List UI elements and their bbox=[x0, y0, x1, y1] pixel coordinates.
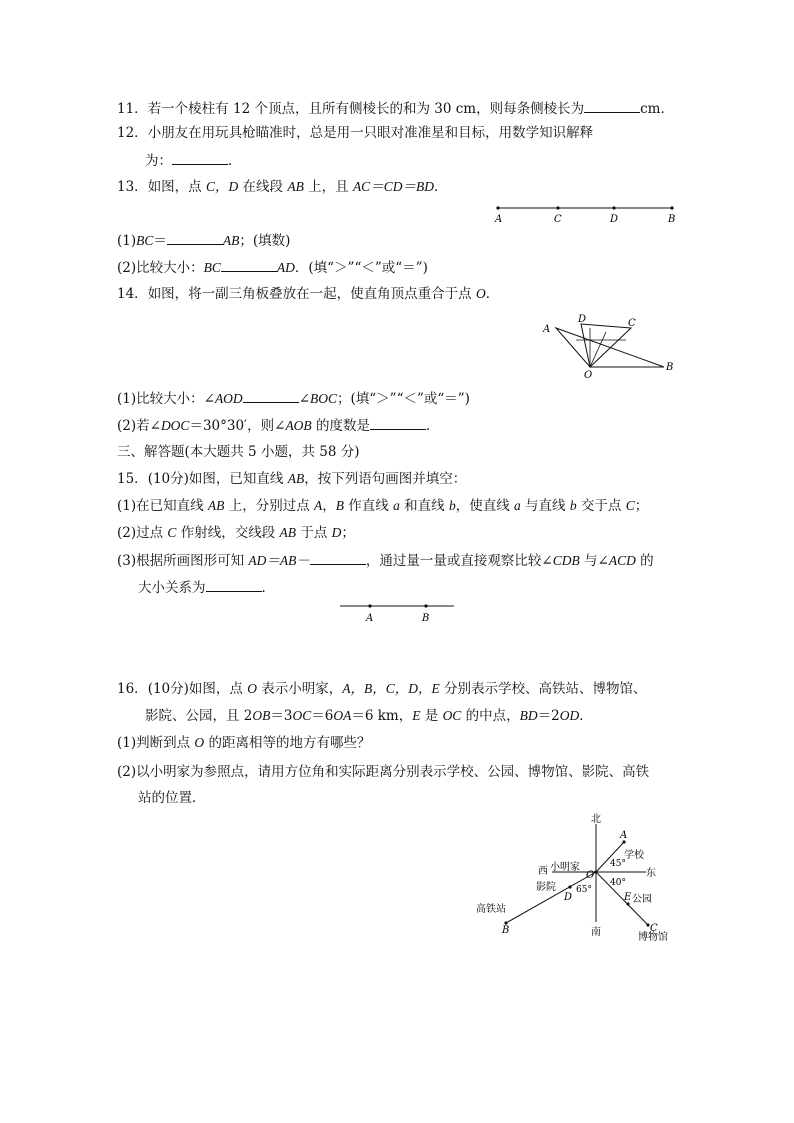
q14-triangle-small bbox=[581, 324, 631, 367]
q15-s1-lb: b bbox=[448, 498, 456, 513]
q15-point-b bbox=[424, 604, 427, 607]
q12-answer-blank[interactable] bbox=[172, 151, 228, 165]
q14-sub2-end: ． bbox=[425, 418, 440, 434]
q16-label-cinema: 影院 bbox=[536, 882, 556, 893]
q16-text-b: 表示小明家， bbox=[256, 681, 343, 697]
q12-line2 bbox=[145, 151, 242, 170]
q15-s1-a: (1)在已知直线 bbox=[117, 498, 208, 514]
q15-text-b: ，按下列语句画图并填空： bbox=[304, 471, 467, 487]
q13-sub1-num: (1) bbox=[117, 233, 137, 249]
q16-angle-45: 45° bbox=[610, 859, 626, 869]
q15-label-b: B bbox=[422, 613, 430, 624]
q16-label-west: 西 bbox=[538, 866, 548, 877]
q16-label-home: 小明家 bbox=[550, 862, 580, 873]
q16-pts: A，B，C，D，E bbox=[342, 681, 440, 696]
q15-s1-pc: C bbox=[625, 498, 635, 513]
q16-l2-oc: OC bbox=[292, 708, 312, 723]
q15-s1-la: a bbox=[393, 498, 400, 513]
q14-sub1-text: (1)比较大小：∠ bbox=[117, 391, 215, 407]
q14-sub1-boc: BOC bbox=[310, 391, 337, 406]
q15-line bbox=[117, 470, 466, 488]
q13-text-a: 如图，点 bbox=[147, 179, 206, 195]
q16-letter-c: C bbox=[650, 923, 658, 934]
q13-text-c: 上，且 bbox=[303, 179, 353, 195]
q11-number: 11． bbox=[117, 101, 148, 117]
q16-l2-d: ＝6 km， bbox=[351, 708, 413, 724]
q16-label-north: 北 bbox=[591, 814, 601, 825]
q13-label-a: A bbox=[495, 214, 503, 225]
q16-l2-c: ＝6 bbox=[311, 708, 334, 724]
q15-s1-g: 与直线 bbox=[520, 498, 570, 514]
q16-l2-bd: BD bbox=[519, 708, 538, 723]
q16-o: O bbox=[247, 681, 257, 696]
q15-s3-line2: 大小关系为 bbox=[138, 580, 206, 596]
q14-label-b: B bbox=[666, 362, 674, 373]
q14-label-a: A bbox=[543, 324, 551, 335]
q13-segment: AB bbox=[287, 179, 304, 194]
q14-figure bbox=[536, 310, 686, 380]
q14-sub2-text-a: (2)若∠ bbox=[117, 418, 161, 434]
q13-sub1-eq: ＝ bbox=[153, 233, 167, 249]
q16-s2-line2: 站的位置． bbox=[138, 790, 206, 806]
q16-l2-od: OD bbox=[559, 708, 580, 723]
q16-l2-h: ＝2 bbox=[537, 708, 560, 724]
q16-label-station: 高铁站 bbox=[476, 904, 506, 915]
q13-sub2 bbox=[117, 258, 428, 277]
q12-text2: 为： bbox=[145, 153, 172, 169]
q11-line bbox=[117, 99, 674, 118]
q16-s2-line1: (2)以小明家为参照点，请用方位角和实际距离分别表示学校、公园、博物馆、影院、高铁 bbox=[117, 764, 650, 780]
q13-sub2-bc: BC bbox=[203, 260, 221, 275]
q16-l2-f: 是 bbox=[420, 708, 443, 724]
q14-sub1-aod: AOD bbox=[214, 391, 243, 406]
q15-s2-e: ； bbox=[341, 525, 355, 541]
q15-s3-eq: AD＝AB－ bbox=[248, 553, 310, 568]
q16-point-o bbox=[594, 870, 597, 873]
q15-s1-b: 上，分别过点 bbox=[224, 498, 315, 514]
q15-sub2 bbox=[117, 524, 355, 542]
q13-points: C，D bbox=[205, 179, 239, 194]
q16-angle-40: 40° bbox=[610, 878, 626, 888]
q15-text-a: (10分)如图，已知直线 bbox=[147, 471, 288, 487]
q15-s3-d: 的 bbox=[635, 553, 654, 569]
q13-text-b: 在线段 bbox=[238, 179, 288, 195]
q16-ray-b bbox=[506, 872, 596, 923]
q15-number: 15． bbox=[117, 471, 148, 487]
q16-number: 16． bbox=[117, 681, 148, 697]
q13-figure bbox=[490, 200, 680, 230]
q14-sub2-blank[interactable] bbox=[370, 416, 426, 430]
q16-l2-g: 的中点， bbox=[461, 708, 520, 724]
q15-s1-h: 交于点 bbox=[576, 498, 626, 514]
q16-label-east: 东 bbox=[646, 868, 656, 879]
q15-s2-d: 于点 bbox=[296, 525, 332, 541]
q15-s2-a: (2)过点 bbox=[117, 525, 168, 541]
q14-label-o: O bbox=[584, 370, 593, 380]
q15-s2-pd: D bbox=[331, 525, 342, 540]
q16-sub1 bbox=[117, 734, 370, 752]
q16-l2-a: 影院、公园，且 2 bbox=[145, 708, 253, 724]
q14-sub2 bbox=[117, 416, 439, 435]
q16-l2-b: ＝3 bbox=[270, 708, 293, 724]
q11-text: 若一个棱柱有 12 个顶点，且所有侧棱长的和为 30 cm，则每条侧棱长为 bbox=[147, 101, 585, 117]
q15-s1-c: ， bbox=[322, 498, 336, 514]
q15-s3-blank[interactable] bbox=[310, 551, 366, 565]
q13-sub1-blank[interactable] bbox=[167, 231, 223, 245]
q14-sub1 bbox=[117, 389, 470, 408]
q12-number: 12． bbox=[117, 125, 148, 141]
q16-s1-b: 的距离相等的地方有哪些？ bbox=[204, 735, 371, 751]
q14-text: 如图，将一副三角板叠放在一起，使直角顶点重合于点 bbox=[147, 286, 476, 302]
q16-letter-b: B bbox=[502, 925, 510, 936]
q16-letter-d: D bbox=[564, 892, 573, 903]
q15-sub3-line2 bbox=[138, 578, 275, 597]
q13-label-c: C bbox=[554, 214, 562, 225]
q15-s3-blank2[interactable] bbox=[206, 578, 262, 592]
q13-sub2-hint: ．(填“＞”“＜”或“＝”) bbox=[294, 260, 428, 276]
q14-end: ． bbox=[485, 286, 500, 302]
q13-point-a bbox=[496, 206, 499, 209]
q14-sub2-doc: DOC bbox=[160, 418, 190, 433]
q13-line bbox=[117, 178, 447, 196]
q13-sub1 bbox=[117, 231, 290, 250]
q15-s2-ab: AB bbox=[279, 525, 297, 540]
q15-s3-acd: ACD bbox=[608, 553, 636, 568]
q14-sub1-blank[interactable] bbox=[243, 389, 299, 403]
q16-sub2 bbox=[117, 763, 649, 781]
q16-line bbox=[117, 680, 647, 698]
q12-end: ． bbox=[228, 153, 242, 169]
q13-number: 13． bbox=[117, 179, 148, 195]
q16-text-c: 分别表示学校、高铁站、博物馆、 bbox=[439, 681, 647, 697]
q14-line bbox=[117, 285, 499, 303]
q16-letter-a: A bbox=[620, 830, 628, 841]
q16-l2-e: E bbox=[412, 708, 421, 723]
q15-s1-f: ，使直线 bbox=[455, 498, 514, 514]
q14-number: 14． bbox=[117, 286, 148, 302]
q13-equation: AC＝CD＝BD bbox=[352, 179, 434, 194]
q15-s3-end: ． bbox=[261, 580, 275, 596]
q15-s1-d: 作直线 bbox=[344, 498, 394, 514]
q13-sub1-bc: BC bbox=[136, 233, 154, 248]
q13-sub2-text: (2)比较大小： bbox=[117, 260, 204, 276]
q15-s3-cdb: CDB bbox=[552, 553, 580, 568]
q15-s1-ab: AB bbox=[207, 498, 225, 513]
q16-s1-a: (1)判断到点 bbox=[117, 735, 195, 751]
q15-label-a: A bbox=[366, 613, 374, 624]
q14-sub1-angle: ∠ bbox=[298, 391, 310, 407]
q16-s1-o: O bbox=[194, 735, 205, 750]
q11-answer-blank[interactable] bbox=[584, 99, 640, 113]
q15-s1-la2: a bbox=[514, 498, 521, 513]
q13-point-c bbox=[556, 206, 559, 209]
q15-s1-i: ； bbox=[634, 498, 649, 514]
q13-sub1-hint: ；(填数) bbox=[239, 233, 291, 249]
q14-sub2-text-c: 的度数是 bbox=[311, 418, 370, 434]
q16-letter-o: O bbox=[586, 870, 595, 881]
q16-l2-ob: OB bbox=[252, 708, 271, 723]
q15-s3-a: (3)根据所画图形可知 bbox=[117, 553, 249, 569]
q13-sub1-ab: AB bbox=[222, 233, 240, 248]
q16-figure bbox=[470, 812, 690, 952]
q15-s1-lb2: b bbox=[569, 498, 577, 513]
q13-sub2-ad: AD bbox=[276, 260, 295, 275]
q15-sub3 bbox=[117, 551, 654, 570]
q15-s1-e: 和直线 bbox=[399, 498, 449, 514]
q15-ab: AB bbox=[287, 471, 305, 486]
q13-label-b: B bbox=[668, 214, 676, 225]
q15-s1-pa: A bbox=[314, 498, 323, 513]
q15-figure bbox=[338, 600, 458, 626]
q15-s2-b: 作射线，交线段 bbox=[176, 525, 280, 541]
q15-s3-b: ，通过量一量或直接观察比较∠ bbox=[365, 553, 553, 569]
q15-point-a bbox=[368, 604, 371, 607]
q15-sub1 bbox=[117, 497, 648, 515]
q11-unit: cm． bbox=[640, 101, 674, 117]
section-3-heading bbox=[117, 443, 359, 461]
q14-sub1-hint: ；(填“＞”“＜”或“＝”) bbox=[337, 391, 470, 407]
q16-text-a: (10分)如图，点 bbox=[147, 681, 248, 697]
q14-label-d: D bbox=[578, 314, 587, 325]
q16-label-museum: 博物馆 bbox=[638, 932, 668, 943]
q16-angle-65: 65° bbox=[576, 885, 592, 895]
q12-text: 小朋友在用玩具枪瞄准时，总是用一只眼对准准星和目标，用数学知识解释 bbox=[147, 125, 594, 141]
q16-l2-i: ． bbox=[579, 708, 593, 724]
section-3-title: 三、解答题(本大题共 5 小题，共 58 分) bbox=[117, 444, 360, 460]
q14-sub2-text-b: ＝30°30′，则∠ bbox=[189, 418, 286, 434]
q13-text-d: ． bbox=[433, 179, 448, 195]
q16-sub2-line2 bbox=[138, 789, 206, 807]
q13-point-b bbox=[670, 206, 673, 209]
q14-sub2-aob: AOB bbox=[285, 418, 312, 433]
q16-label-south: 南 bbox=[591, 927, 601, 938]
q12-line bbox=[117, 124, 593, 142]
q14-label-c: C bbox=[628, 318, 636, 329]
q13-label-d: D bbox=[610, 214, 619, 225]
q13-point-d bbox=[612, 206, 615, 209]
q16-point-d bbox=[568, 885, 571, 888]
q13-sub2-blank[interactable] bbox=[221, 258, 277, 272]
q16-letter-e: E bbox=[624, 892, 632, 903]
q15-s2-c: C bbox=[167, 525, 177, 540]
q16-l2-oa: OA bbox=[333, 708, 352, 723]
q16-l2-oc2: OC bbox=[442, 708, 462, 723]
q15-s1-pb: B bbox=[335, 498, 345, 513]
q14-inner-line-2 bbox=[590, 332, 606, 367]
q15-s3-c: 与∠ bbox=[579, 553, 609, 569]
q14-point-o: O bbox=[475, 286, 486, 301]
q16-label-park: 公园 bbox=[632, 894, 652, 905]
q16-label-school: 学校 bbox=[624, 850, 644, 861]
q16-line2 bbox=[145, 707, 593, 725]
